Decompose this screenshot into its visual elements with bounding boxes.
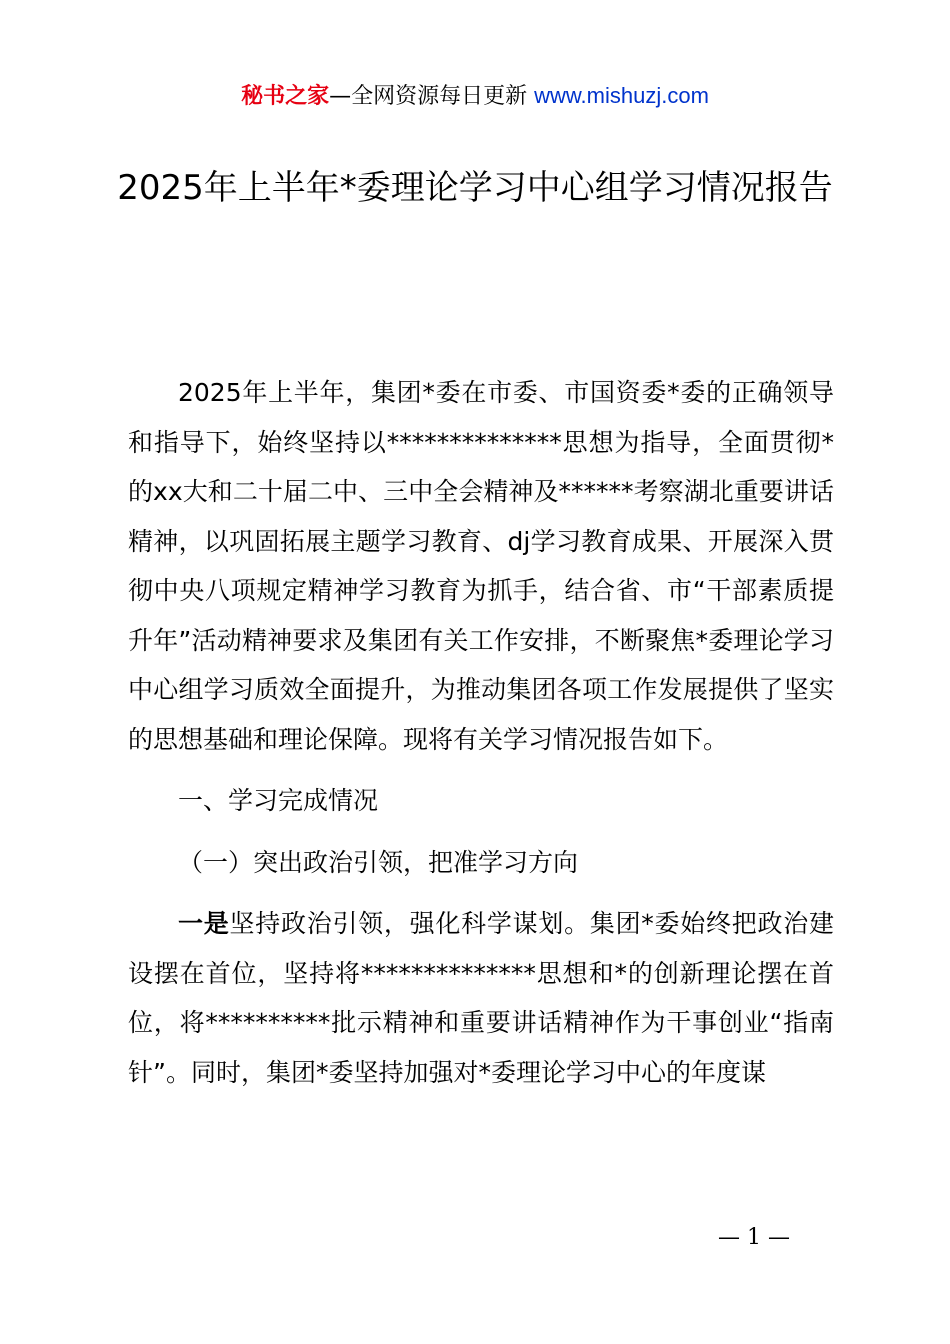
site-banner	[0, 80, 950, 113]
subsection-heading: （一）突出政治引领，把准学习方向	[178, 847, 579, 877]
document-title: 2025年上半年*委理论学习中心组学习情况报告	[117, 168, 833, 208]
point-paragraph	[128, 899, 834, 1097]
banner-tagline: —全网资源每日更新	[329, 84, 528, 109]
intro-paragraph: 2025年上半年，集团*委在市委、市国资委*委的正确领导和指导下，始终坚持以**************思想为指导，全面贯彻*的xx大和二十届二中、三中全会精神及******考察湖北重要讲话精神，以巩固拓展主题学习教育、dj学习教育成果、开展深入贯彻中央八项规定精神学习教育为抓手，结合省、市“干部素质提升年”活动精神要求及集团有关工作安排，不断聚焦*委理论学习中心组学习质效全面提升，为推动集团各项工作发展提供了坚实的思想基础和理论保障。现将有关学习情况报告如下。	[128, 378, 834, 754]
document-body	[128, 368, 834, 1097]
banner-url-link[interactable]: www.mishuzj.com	[534, 83, 709, 108]
page-number: — 1 —	[718, 1225, 790, 1250]
point-text: 坚持政治引领，强化科学谋划。集团*委始终把政治建设摆在首位，坚持将**************思想和*的创新理论摆在首位，将**********批示精神和重要讲话精神作为干事创业“指南针”。同时，集团*委坚持加强对*委理论学习中心的年度谋	[128, 909, 834, 1087]
banner-brand: 秘书之家	[241, 84, 330, 109]
section-heading: 一、学习完成情况	[178, 786, 379, 815]
point-lead: 一是	[178, 909, 230, 938]
